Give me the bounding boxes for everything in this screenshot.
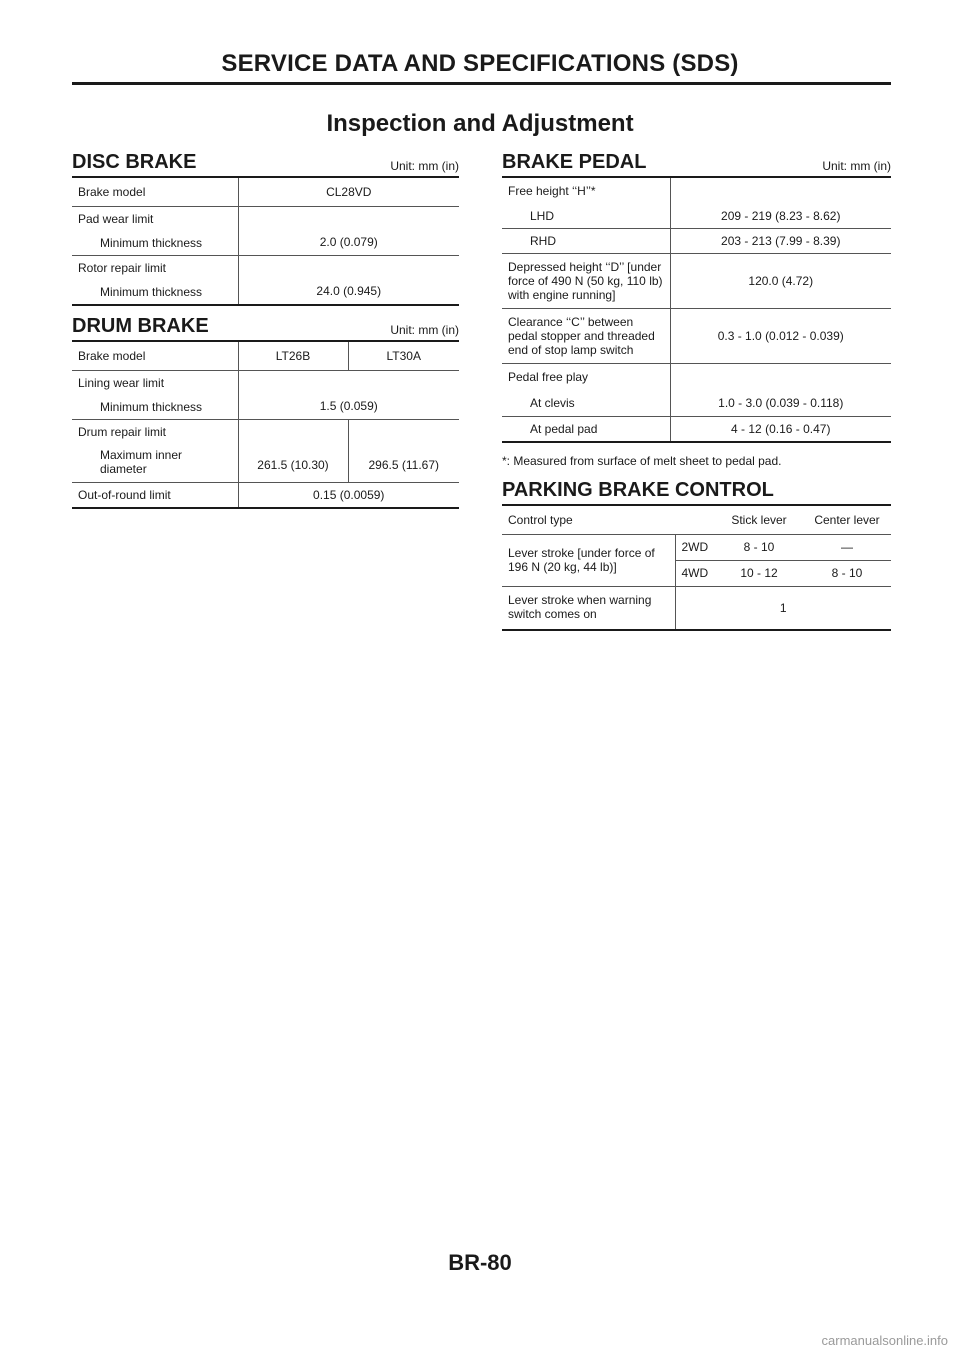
unit-label: Unit: mm (in) [390, 323, 459, 337]
table-row [502, 586, 891, 630]
table-row [502, 534, 891, 560]
row-sublabel: LHD [502, 204, 670, 229]
row-label: Pedal free play [508, 370, 589, 384]
cell-value-group [670, 178, 891, 254]
cell-value: 24.0 (0.945) [238, 255, 459, 305]
row-sublabel: Out-of-round limit [72, 482, 238, 508]
table-row [72, 482, 459, 508]
row-label: Lining wear limit [78, 375, 165, 390]
table-row [72, 255, 459, 305]
parking-brake-section [502, 478, 891, 631]
cell-value: 0.15 (0.0059) [238, 482, 459, 508]
row-label: Brake model [78, 348, 146, 363]
table-row [502, 364, 891, 443]
row-label: Rotor repair limit [78, 260, 167, 275]
cell-value: 296.5 (11.67) [348, 419, 459, 482]
cell-value: 2.0 (0.079) [238, 206, 459, 255]
brake-pedal-table [502, 178, 891, 443]
row-group [72, 255, 238, 305]
row-label: Pad wear limit [78, 211, 154, 226]
row-group [502, 178, 670, 254]
cell-value: CL28VD [238, 178, 459, 206]
cell-value: LT30A [348, 342, 459, 370]
section-header [72, 150, 459, 178]
section-header [502, 478, 891, 506]
table-row [502, 506, 891, 534]
table-row [72, 206, 459, 255]
section-title: PARKING BRAKE CONTROL [502, 479, 774, 501]
table-row [502, 254, 891, 309]
disc-brake-table [72, 178, 459, 306]
table-row [502, 309, 891, 364]
section-header [502, 150, 891, 178]
unit-label: Unit: mm (in) [390, 159, 459, 173]
row-label: Drum repair limit [78, 424, 167, 439]
row-label: Brake model [78, 184, 146, 199]
cell-value: 209 - 219 (8.23 - 8.62) [671, 204, 892, 229]
cell-value: 8 - 10 [803, 560, 891, 586]
table-row [502, 178, 891, 254]
row-sublabel: RHD [530, 234, 556, 248]
section-title: BRAKE PEDAL [502, 151, 647, 173]
table-row [72, 342, 459, 370]
cell-value: 120.0 (4.72) [670, 254, 891, 309]
cell-value: 10 - 12 [715, 560, 803, 586]
header-title: SERVICE DATA AND SPECIFICATIONS (SDS) [221, 50, 739, 77]
table-row [72, 370, 459, 419]
cell-value: 1.0 - 3.0 (0.039 - 0.118) [671, 390, 892, 417]
drive-type-label: 2WD [675, 534, 715, 560]
cell-value: LT26B [238, 342, 348, 370]
row-label: Lever stroke when warning switch comes on [502, 586, 675, 630]
row-label: Control type [508, 512, 573, 527]
watermark: carmanualsonline.info [821, 1333, 948, 1348]
row-label: Clearance ‘‘C’’ between pedal stopper and threaded end of stop lamp switch [502, 309, 670, 364]
header-rule [72, 82, 891, 85]
row-group [72, 206, 238, 255]
cell-value: 8 - 10 [715, 534, 803, 560]
cell-value: 1 [675, 586, 891, 630]
drive-type-label: 4WD [675, 560, 715, 586]
row-label: Lever stroke [under force of 196 N (20 kg, 44 lb)] [502, 534, 675, 586]
row-sublabel: At clevis [502, 390, 670, 417]
drum-brake-section [72, 314, 459, 509]
row-group [72, 419, 238, 482]
cell-value-group [670, 364, 891, 443]
disc-brake-section [72, 150, 459, 306]
row-label: Free height ‘‘H’’* [508, 184, 596, 198]
cell-value: 1.5 (0.059) [238, 370, 459, 419]
row-group [502, 364, 670, 443]
row-sublabel: Minimum thickness [100, 235, 203, 250]
brake-pedal-section [502, 150, 891, 443]
row-sublabel: Minimum thickness [100, 399, 203, 414]
parking-brake-table [502, 506, 891, 631]
cell-value: 203 - 213 (7.99 - 8.39) [721, 234, 841, 248]
cell-value: 261.5 (10.30) [238, 419, 348, 482]
unit-label: Unit: mm (in) [822, 159, 891, 173]
column-header: Center lever [814, 512, 880, 527]
cell-value: 0.3 - 1.0 (0.012 - 0.039) [670, 309, 891, 364]
section-title: DISC BRAKE [72, 151, 197, 173]
row-label: Depressed height ‘‘D’’ [under force of 490 N (50 kg, 110 lb) with engine running] [502, 254, 670, 309]
footnote: *: Measured from surface of melt sheet to pedal pad. [502, 454, 782, 468]
table-row [72, 178, 459, 206]
page-title: Inspection and Adjustment [326, 110, 634, 137]
row-sublabel: Maximum inner diameter [100, 447, 183, 476]
drum-brake-table [72, 342, 459, 509]
page-number: BR-80 [448, 1250, 512, 1275]
row-sublabel: Minimum thickness [100, 284, 203, 299]
column-header: Stick lever [731, 512, 787, 527]
section-header [72, 314, 459, 342]
cell-value: — [803, 534, 891, 560]
section-title: DRUM BRAKE [72, 315, 209, 337]
row-sublabel: At pedal pad [530, 422, 598, 436]
table-row [72, 419, 459, 482]
cell-value: 4 - 12 (0.16 - 0.47) [731, 422, 831, 436]
row-group [72, 370, 238, 419]
